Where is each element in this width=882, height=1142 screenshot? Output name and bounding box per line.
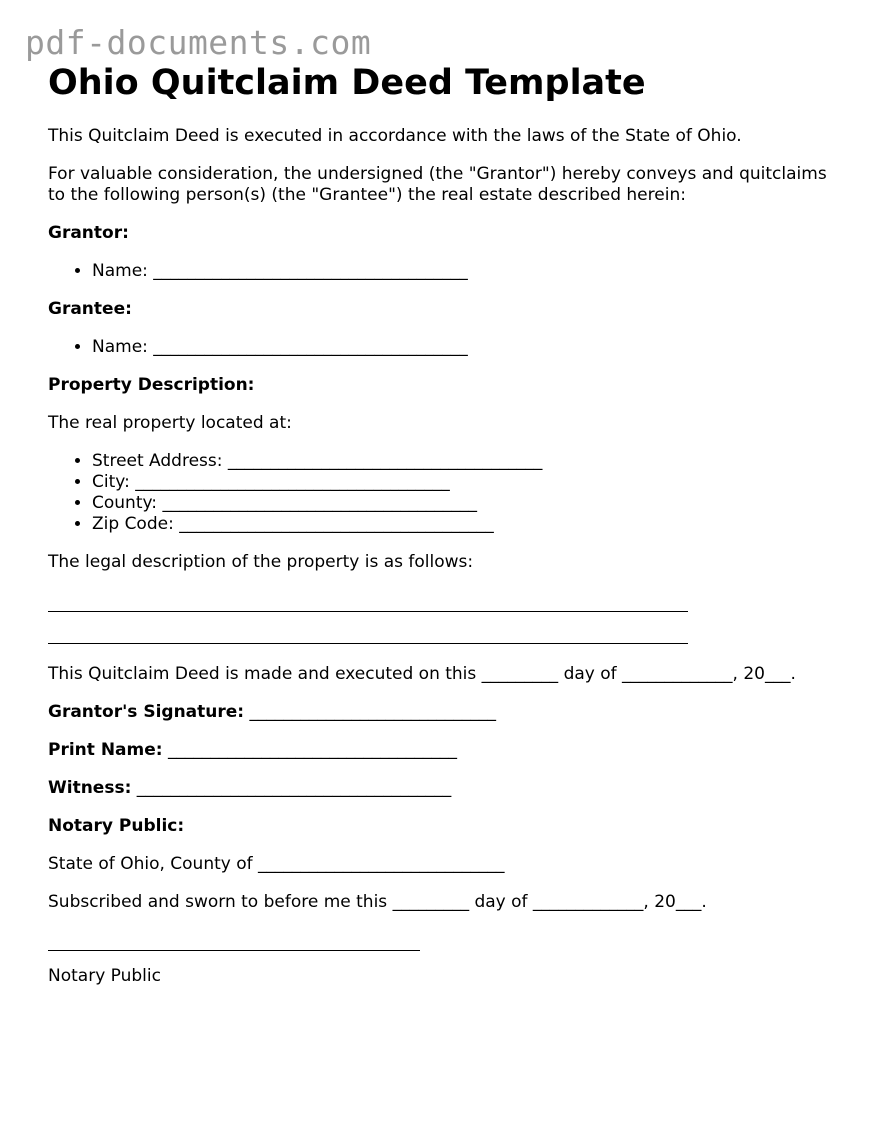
zip-code-field[interactable]: • Zip Code: _____________________________________: [92, 514, 848, 535]
grantor-heading: Grantor:: [48, 223, 129, 243]
grantee-name-field[interactable]: • Name: _____________________________________: [92, 337, 848, 358]
print-name-field[interactable]: __________________________________: [162, 740, 457, 760]
grantor-list: [48, 261, 848, 282]
property-description-heading: Property Description:: [48, 375, 255, 395]
notary-signature-line[interactable]: [48, 950, 420, 951]
witness-field[interactable]: _____________________________________: [131, 778, 452, 798]
legal-description-line-1[interactable]: [48, 611, 688, 612]
notary-sworn-line[interactable]: Subscribed and sworn to before me this _________ day of _____________, 20___.: [48, 892, 707, 912]
grantor-signature-field[interactable]: _____________________________: [244, 702, 497, 722]
grantee-heading: Grantee:: [48, 299, 132, 319]
print-name-row: [48, 740, 848, 761]
witness-row: [48, 778, 848, 799]
grantor-signature-row: [48, 702, 848, 723]
legal-description-intro: The legal description of the property is as follows:: [48, 552, 474, 572]
print-name-label: Print Name:: [48, 740, 163, 760]
notary-public-label: Notary Public: [48, 966, 161, 986]
street-address-field[interactable]: • Street Address: _____________________________________: [92, 451, 848, 472]
notary-county-line[interactable]: State of Ohio, County of _____________________________: [48, 854, 505, 874]
grantor-name-field[interactable]: • Name: _____________________________________: [92, 261, 848, 282]
city-field[interactable]: • City: _____________________________________: [92, 472, 848, 493]
grantee-list: [48, 337, 848, 358]
document-body: [48, 62, 848, 987]
legal-description-line-2[interactable]: [48, 643, 688, 644]
page-title: Ohio Quitclaim Deed Template: [48, 63, 646, 103]
watermark: pdf-documents.com: [25, 23, 372, 62]
intro-paragraph: This Quitclaim Deed is executed in accordance with the laws of the State of Ohio.: [48, 126, 742, 146]
county-field[interactable]: • County: _____________________________________: [92, 493, 848, 514]
property-fields-list: [48, 451, 848, 535]
consideration-paragraph: For valuable consideration, the undersigned (the "Grantor") hereby conveys and quitclaims to the following person(s) (the "Grantee") the real estate described herein:: [48, 164, 827, 205]
notary-heading: Notary Public:: [48, 816, 185, 836]
property-located-at: The real property located at:: [48, 413, 292, 433]
grantor-signature-label: Grantor's Signature:: [48, 702, 245, 722]
execution-date-line[interactable]: This Quitclaim Deed is made and executed on this _________ day of _____________, 20___.: [48, 664, 796, 684]
witness-label: Witness:: [48, 778, 132, 798]
